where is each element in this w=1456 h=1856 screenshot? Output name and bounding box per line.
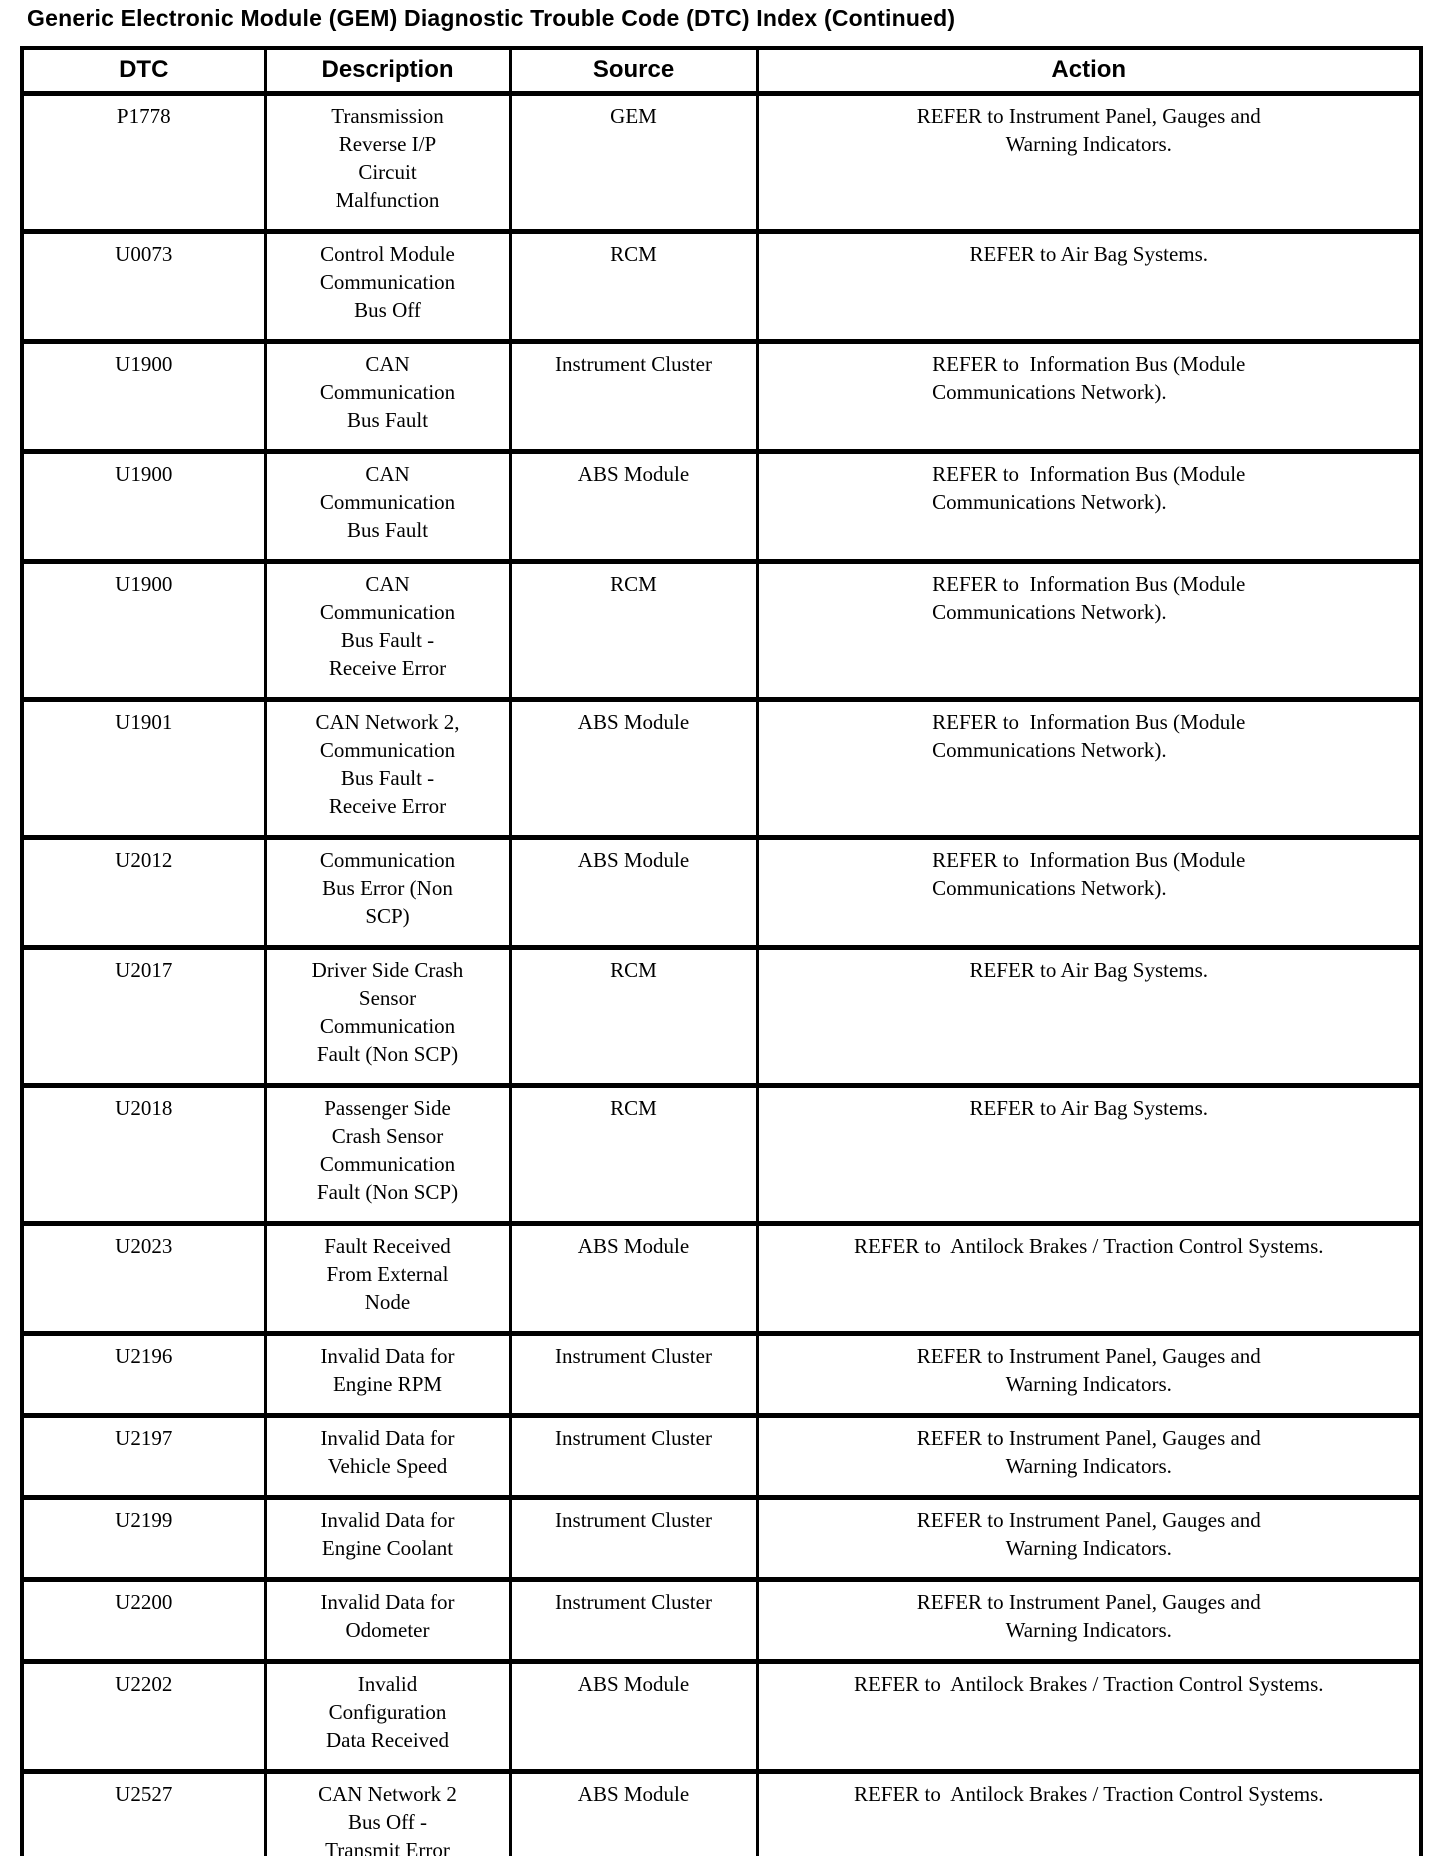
text-line: Bus Error (Non bbox=[322, 876, 453, 900]
action-text-block bbox=[932, 846, 1245, 902]
text-line: Receive Error bbox=[328, 794, 447, 818]
action-cell bbox=[757, 1086, 1421, 1224]
action-text-block bbox=[969, 240, 1208, 268]
table-row bbox=[22, 452, 1421, 562]
dtc-code-cell: U0073 bbox=[22, 232, 265, 342]
dtc-code-cell: U2527 bbox=[22, 1772, 265, 1856]
text-line: Transmit Error bbox=[325, 1838, 450, 1856]
dtc-code-cell: U2202 bbox=[22, 1662, 265, 1772]
action-cell bbox=[757, 232, 1421, 342]
description-cell bbox=[265, 562, 510, 700]
text-line: REFER to Instrument Panel, Gauges and bbox=[916, 1344, 1261, 1368]
source-cell: ABS Module bbox=[510, 452, 757, 562]
source-cell: Instrument Cluster bbox=[510, 342, 757, 452]
text-line: Vehicle Speed bbox=[327, 1454, 448, 1478]
action-text-block bbox=[854, 1670, 1324, 1698]
table-row bbox=[22, 838, 1421, 948]
column-header-source: Source bbox=[510, 48, 757, 94]
action-text-block bbox=[932, 708, 1245, 764]
action-text-block bbox=[917, 1424, 1261, 1480]
action-cell bbox=[757, 452, 1421, 562]
description-cell bbox=[265, 1416, 510, 1498]
source-cell: Instrument Cluster bbox=[510, 1416, 757, 1498]
table-row bbox=[22, 342, 1421, 452]
column-header-dtc: DTC bbox=[22, 48, 265, 94]
text-line: From External bbox=[326, 1262, 449, 1286]
text-line: Communications Network). bbox=[932, 738, 1167, 762]
dtc-code-cell: U2023 bbox=[22, 1224, 265, 1334]
source-cell: GEM bbox=[510, 94, 757, 232]
action-text-block bbox=[932, 350, 1245, 406]
text-line: Invalid Data for bbox=[320, 1590, 455, 1614]
text-line: Control Module bbox=[320, 242, 455, 266]
text-line: Crash Sensor bbox=[331, 1124, 444, 1148]
text-line: Configuration bbox=[328, 1700, 447, 1724]
text-line: Communication bbox=[319, 380, 456, 404]
text-line: REFER to Instrument Panel, Gauges and bbox=[916, 1590, 1261, 1614]
dtc-code-cell: U2196 bbox=[22, 1334, 265, 1416]
text-line: Bus Fault bbox=[346, 408, 429, 432]
text-line: CAN bbox=[365, 462, 410, 486]
action-cell bbox=[757, 1662, 1421, 1772]
text-line: Data Received bbox=[325, 1728, 450, 1752]
column-header-description: Description bbox=[265, 48, 510, 94]
text-line: REFER to Information Bus (Module bbox=[932, 462, 1246, 486]
text-line: REFER to Information Bus (Module bbox=[932, 848, 1246, 872]
text-line: REFER to Air Bag Systems. bbox=[969, 1096, 1209, 1120]
action-text-block bbox=[917, 102, 1261, 158]
text-line: Communication bbox=[319, 600, 456, 624]
text-line: Warning Indicators. bbox=[1005, 1372, 1172, 1396]
dtc-code-cell: U2012 bbox=[22, 838, 265, 948]
dtc-code-cell: U2200 bbox=[22, 1580, 265, 1662]
table-row bbox=[22, 700, 1421, 838]
dtc-code-cell: P1778 bbox=[22, 94, 265, 232]
table-row bbox=[22, 1416, 1421, 1498]
text-line: REFER to Air Bag Systems. bbox=[969, 958, 1209, 982]
description-cell bbox=[265, 1772, 510, 1856]
source-cell: ABS Module bbox=[510, 1772, 757, 1856]
text-line: REFER to Antilock Brakes / Traction Control Systems. bbox=[853, 1234, 1324, 1258]
table-row bbox=[22, 1086, 1421, 1224]
description-cell bbox=[265, 1224, 510, 1334]
description-cell bbox=[265, 232, 510, 342]
action-text-block bbox=[969, 1094, 1208, 1122]
dtc-code-cell: U1900 bbox=[22, 562, 265, 700]
dtc-code-cell: U2199 bbox=[22, 1498, 265, 1580]
text-line: Communication bbox=[319, 270, 456, 294]
text-line: Reverse I/P bbox=[338, 132, 437, 156]
text-line: Invalid Data for bbox=[320, 1508, 455, 1532]
header-row bbox=[22, 48, 1421, 94]
text-line: Communications Network). bbox=[932, 876, 1167, 900]
text-line: Engine RPM bbox=[332, 1372, 443, 1396]
source-cell: ABS Module bbox=[510, 1224, 757, 1334]
action-text-block bbox=[932, 460, 1245, 516]
table-row bbox=[22, 1498, 1421, 1580]
page-title: Generic Electronic Module (GEM) Diagnostic Trouble Code (DTC) Index (Continued) bbox=[27, 5, 956, 31]
text-line: REFER to Instrument Panel, Gauges and bbox=[916, 104, 1261, 128]
text-line: Invalid bbox=[357, 1672, 418, 1696]
text-line: CAN bbox=[365, 572, 410, 596]
text-line: REFER to Instrument Panel, Gauges and bbox=[916, 1426, 1261, 1450]
action-cell bbox=[757, 1580, 1421, 1662]
text-line: Communication bbox=[319, 490, 456, 514]
source-cell: Instrument Cluster bbox=[510, 1334, 757, 1416]
action-cell bbox=[757, 562, 1421, 700]
text-line: Bus Fault - bbox=[340, 628, 435, 652]
action-text-block bbox=[917, 1588, 1261, 1644]
text-line: Sensor bbox=[358, 986, 417, 1010]
text-line: Fault Received bbox=[324, 1234, 451, 1258]
source-cell: ABS Module bbox=[510, 1662, 757, 1772]
description-cell bbox=[265, 1580, 510, 1662]
action-text-block bbox=[917, 1506, 1261, 1562]
source-cell: RCM bbox=[510, 948, 757, 1086]
description-cell bbox=[265, 700, 510, 838]
text-line: REFER to Antilock Brakes / Traction Control Systems. bbox=[853, 1672, 1324, 1696]
text-line: Invalid Data for bbox=[320, 1344, 455, 1368]
table-row bbox=[22, 1662, 1421, 1772]
description-cell bbox=[265, 948, 510, 1086]
action-cell bbox=[757, 1224, 1421, 1334]
action-text-block bbox=[917, 1342, 1261, 1398]
action-cell bbox=[757, 94, 1421, 232]
text-line: Warning Indicators. bbox=[1005, 1536, 1172, 1560]
table-row bbox=[22, 1580, 1421, 1662]
action-text-block bbox=[854, 1232, 1324, 1260]
dtc-code-cell: U2018 bbox=[22, 1086, 265, 1224]
source-cell: RCM bbox=[510, 1086, 757, 1224]
action-text-block bbox=[969, 956, 1208, 984]
action-text-block bbox=[932, 570, 1245, 626]
source-cell: Instrument Cluster bbox=[510, 1498, 757, 1580]
text-line: Engine Coolant bbox=[321, 1536, 454, 1560]
text-line: Communications Network). bbox=[932, 600, 1167, 624]
text-line: Communication bbox=[319, 848, 456, 872]
dtc-code-cell: U1900 bbox=[22, 342, 265, 452]
text-line: Bus Off bbox=[354, 298, 421, 322]
text-line: Node bbox=[364, 1290, 411, 1314]
description-cell bbox=[265, 1662, 510, 1772]
text-line: REFER to Information Bus (Module bbox=[932, 572, 1246, 596]
table-row bbox=[22, 948, 1421, 1086]
text-line: Bus Fault bbox=[346, 518, 429, 542]
description-cell bbox=[265, 342, 510, 452]
text-line: Communications Network). bbox=[932, 380, 1167, 404]
text-line: Warning Indicators. bbox=[1005, 1618, 1172, 1642]
action-cell bbox=[757, 1334, 1421, 1416]
text-line: REFER to Information Bus (Module bbox=[932, 710, 1246, 734]
table-row bbox=[22, 1224, 1421, 1334]
source-cell: ABS Module bbox=[510, 838, 757, 948]
text-line: Communication bbox=[319, 1152, 456, 1176]
text-line: Communication bbox=[319, 1014, 456, 1038]
source-cell: RCM bbox=[510, 232, 757, 342]
text-line: Warning Indicators. bbox=[1005, 132, 1172, 156]
action-cell bbox=[757, 1498, 1421, 1580]
text-line: Fault (Non SCP) bbox=[316, 1180, 459, 1204]
text-line: REFER to Air Bag Systems. bbox=[969, 242, 1209, 266]
description-cell bbox=[265, 94, 510, 232]
text-line: Circuit bbox=[358, 160, 417, 184]
text-line: Malfunction bbox=[335, 188, 440, 212]
description-cell bbox=[265, 452, 510, 562]
text-line: Warning Indicators. bbox=[1005, 1454, 1172, 1478]
column-header-action: Action bbox=[757, 48, 1421, 94]
text-line: CAN Network 2, bbox=[315, 710, 460, 734]
description-cell bbox=[265, 1086, 510, 1224]
dtc-code-cell: U1901 bbox=[22, 700, 265, 838]
text-line: REFER to Instrument Panel, Gauges and bbox=[916, 1508, 1261, 1532]
text-line: Passenger Side bbox=[324, 1096, 451, 1120]
text-line: Receive Error bbox=[328, 656, 447, 680]
table-row bbox=[22, 1772, 1421, 1856]
dtc-code-cell: U2017 bbox=[22, 948, 265, 1086]
dtc-index-table bbox=[20, 46, 1423, 1856]
action-cell bbox=[757, 700, 1421, 838]
description-cell bbox=[265, 838, 510, 948]
action-text-block bbox=[854, 1780, 1324, 1808]
text-line: CAN Network 2 bbox=[318, 1782, 457, 1806]
text-line: Fault (Non SCP) bbox=[316, 1042, 459, 1066]
source-cell: RCM bbox=[510, 562, 757, 700]
table-row bbox=[22, 232, 1421, 342]
source-cell: ABS Module bbox=[510, 700, 757, 838]
action-cell bbox=[757, 838, 1421, 948]
description-cell bbox=[265, 1334, 510, 1416]
table-row bbox=[22, 94, 1421, 232]
text-line: Communication bbox=[319, 738, 456, 762]
text-line: Bus Fault - bbox=[340, 766, 435, 790]
text-line: REFER to Information Bus (Module bbox=[932, 352, 1246, 376]
table-row bbox=[22, 1334, 1421, 1416]
action-cell bbox=[757, 342, 1421, 452]
text-line: SCP) bbox=[365, 904, 410, 928]
text-line: Driver Side Crash bbox=[311, 958, 464, 982]
action-cell bbox=[757, 948, 1421, 1086]
description-cell bbox=[265, 1498, 510, 1580]
text-line: Communications Network). bbox=[932, 490, 1167, 514]
source-cell: Instrument Cluster bbox=[510, 1580, 757, 1662]
action-cell bbox=[757, 1772, 1421, 1856]
text-line: REFER to Antilock Brakes / Traction Control Systems. bbox=[853, 1782, 1324, 1806]
dtc-code-cell: U2197 bbox=[22, 1416, 265, 1498]
text-line: Odometer bbox=[345, 1618, 430, 1642]
text-line: Invalid Data for bbox=[320, 1426, 455, 1450]
table-row bbox=[22, 562, 1421, 700]
text-line: Transmission bbox=[331, 104, 444, 128]
text-line: CAN bbox=[365, 352, 410, 376]
text-line: Bus Off - bbox=[348, 1810, 427, 1834]
action-cell bbox=[757, 1416, 1421, 1498]
dtc-code-cell: U1900 bbox=[22, 452, 265, 562]
